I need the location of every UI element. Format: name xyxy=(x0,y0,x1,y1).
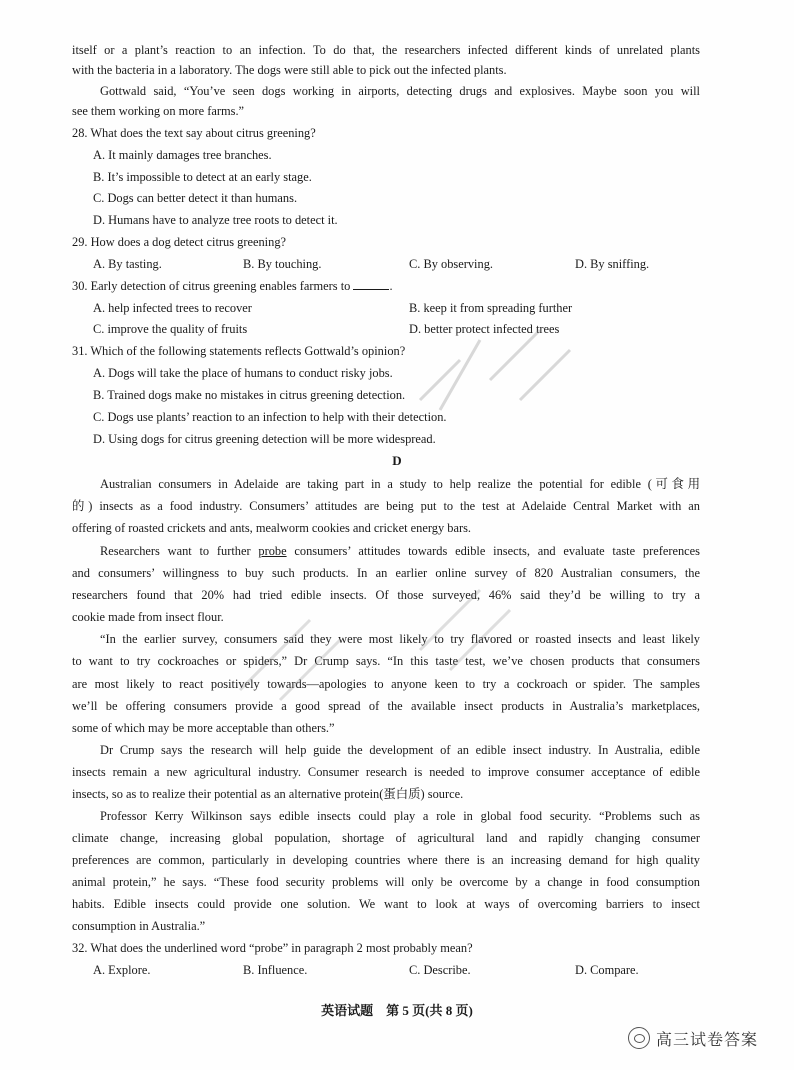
question-31: 31. Which of the following statements reflects Gottwald’s opinion? xyxy=(72,344,406,358)
option-29c: C. By observing. xyxy=(409,257,493,271)
passage-line: animal protein,” he says. “These food security problems will only be overcome by a change in food consumption xyxy=(72,875,700,889)
option-31d: D. Using dogs for citrus greening detection will be more widespread. xyxy=(93,432,436,446)
passage-line: habits. Edible insects could provide one solution. We want to look at ways of overcoming barriers to insect xyxy=(72,897,700,911)
passage-line: 的) insects as a food industry. Consumers’ attitudes are being put to the test at Adelaide Central Market with an xyxy=(72,499,700,513)
passage-line: cookie made from insect flour. xyxy=(72,610,224,624)
option-32a: A. Explore. xyxy=(93,963,151,977)
passage-text: Researchers want to further xyxy=(100,544,251,558)
passage-line: itself or a plant’s reaction to an infection. To do that, the researchers infected different kinds of unrelated plants xyxy=(72,43,700,57)
option-32d: D. Compare. xyxy=(575,963,639,977)
question-29: 29. How does a dog detect citrus greening? xyxy=(72,235,287,249)
passage-line: Professor Kerry Wilkinson says edible insects could play a role in global food security. “Problems such as xyxy=(100,809,700,823)
passage-line: offering of roasted crickets and ants, mealworm cookies and cricket energy bars. xyxy=(72,521,471,535)
passage-line: see them working on more farms.” xyxy=(72,104,245,118)
wechat-icon xyxy=(628,1027,650,1049)
option-29b: B. By touching. xyxy=(243,257,322,271)
option-31a: A. Dogs will take the place of humans to conduct risky jobs. xyxy=(93,366,393,380)
option-29d: D. By sniffing. xyxy=(575,257,650,271)
question-30 xyxy=(72,278,700,294)
passage-text: consumers’ attitudes towards edible insects, and evaluate taste preferences xyxy=(294,544,700,558)
passage-line: and consumers’ willingness to buy such products. In an earlier online survey of 820 Australian consumers, the xyxy=(72,566,700,580)
answer-blank xyxy=(353,278,389,290)
passage-line: we’ll be offering consumers provide a good spread of the available insect products in Australia’s marketplaces, xyxy=(72,699,700,713)
passage-line: climate change, increasing global population, shortage of agricultural land and rapidly changing consumer xyxy=(72,831,700,845)
passage-line: some of which may be more acceptable than others.” xyxy=(72,721,335,735)
passage-line: Dr Crump says the research will help guide the development of an edible insect industry. In Australia, edible xyxy=(100,743,700,757)
passage-line: “In the earlier survey, consumers said they were most likely to try flavored or roasted insects and least likely xyxy=(100,632,700,646)
passage-line: insects, so as to realize their potential as an alternative protein(蛋白质) source. xyxy=(72,787,464,801)
passage-line: with the bacteria in a laboratory. The dogs were still able to pick out the infected plants. xyxy=(72,63,507,77)
page-footer: 英语试题 第 5 页(共 8 页) xyxy=(321,1003,473,1018)
question-30-stem: 30. Early detection of citrus greening enables farmers to xyxy=(72,279,351,293)
question-30-end: . xyxy=(389,279,393,293)
option-28d: D. Humans have to analyze tree roots to detect it. xyxy=(93,213,338,227)
passage-line: to want to try cockroaches or spiders,” Dr Crump says. “In this taste test, we’ve chosen products that consumers xyxy=(72,654,700,668)
underlined-word: probe xyxy=(258,544,287,558)
option-31c: C. Dogs use plants’ reaction to an infection to help with their detection. xyxy=(93,410,447,424)
passage-line: preferences are common, particularly in developing countries where there is an increasing demand for high quality xyxy=(72,853,700,867)
brand-text: 高三试卷答案 xyxy=(656,1029,759,1049)
option-31b: B. Trained dogs make no mistakes in citrus greening detection. xyxy=(93,388,406,402)
passage-line: Gottwald said, “You’ve seen dogs working in airports, detecting drugs and explosives. Maybe soon you will xyxy=(100,84,700,98)
passage-line: consumption in Australia.” xyxy=(72,919,206,933)
option-30b: B. keep it from spreading further xyxy=(409,301,573,315)
option-30a: A. help infected trees to recover xyxy=(93,301,252,315)
passage-line xyxy=(100,543,700,559)
brand-badge xyxy=(628,1024,778,1052)
option-28a: A. It mainly damages tree branches. xyxy=(93,148,272,162)
option-29a: A. By tasting. xyxy=(93,257,162,271)
passage-line: are most likely to react positively towards—apologies to anyone keen to try a cockroach or spider. The samples xyxy=(72,677,700,691)
passage-line: researchers found that 20% had tried edible insects. Of those surveyed, 46% said they’d be willing to try a xyxy=(72,588,700,602)
option-30d: D. better protect infected trees xyxy=(409,322,560,336)
section-heading: D xyxy=(392,453,402,468)
passage-line: insects remain a new agricultural industry. Consumer research is needed to improve consumer acceptance of edible xyxy=(72,765,700,779)
option-32b: B. Influence. xyxy=(243,963,308,977)
passage-line: Australian consumers in Adelaide are taking part in a study to help realize the potential for edible (可食用 xyxy=(100,477,700,491)
option-28c: C. Dogs can better detect it than humans. xyxy=(93,191,298,205)
option-32c: C. Describe. xyxy=(409,963,471,977)
question-32: 32. What does the underlined word “probe” in paragraph 2 most probably mean? xyxy=(72,941,473,955)
option-30c: C. improve the quality of fruits xyxy=(93,322,248,336)
question-28: 28. What does the text say about citrus greening? xyxy=(72,126,316,140)
option-28b: B. It’s impossible to detect at an early stage. xyxy=(93,170,312,184)
